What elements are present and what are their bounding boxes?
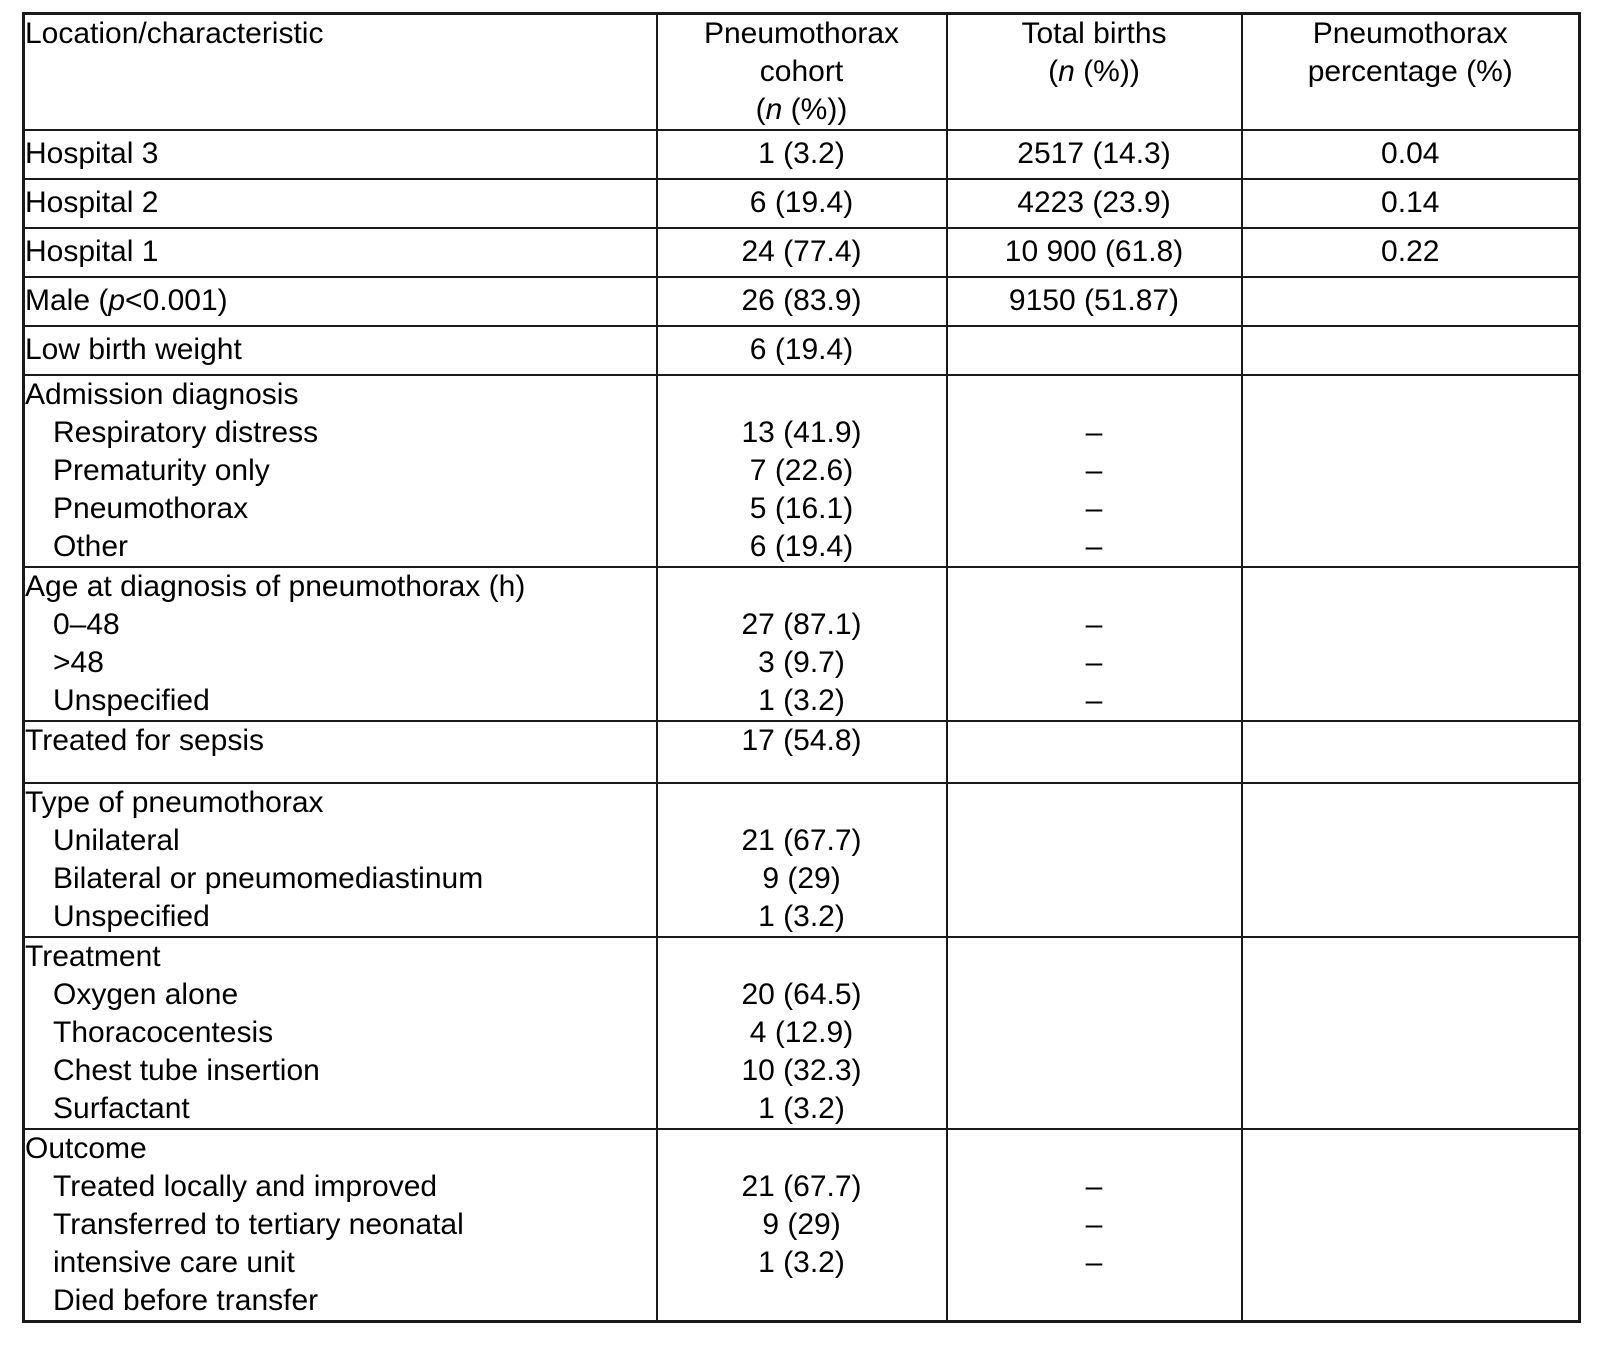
group-stack xyxy=(25,784,656,936)
cohort-value: 1 (3.2) xyxy=(758,900,845,933)
cohort-value: 7 (22.6) xyxy=(749,454,854,487)
births-value xyxy=(948,1090,1241,1128)
cell-total-births xyxy=(947,130,1242,179)
row-label: Hospital 2 xyxy=(25,186,159,219)
cohort-value: 6 (19.4) xyxy=(749,186,854,219)
group-heading: Age at diagnosis of pneumothorax (h) xyxy=(25,570,526,603)
cell-characteristic xyxy=(24,721,657,783)
cell-characteristic xyxy=(24,130,657,179)
group-item-label: >48 xyxy=(53,646,104,679)
births-n-symbol: n xyxy=(1058,55,1075,88)
births-value: – xyxy=(1085,1246,1103,1279)
births-value: – xyxy=(1085,684,1103,717)
percentage-value xyxy=(1243,1282,1579,1320)
births-value: – xyxy=(1085,530,1103,563)
table-row xyxy=(24,721,1580,783)
group-heading: Type of pneumothorax xyxy=(25,786,324,819)
births-stack xyxy=(948,376,1241,566)
cell-cohort xyxy=(657,375,947,567)
cell-characteristic xyxy=(24,783,657,937)
column-header-cohort-line2: cohort xyxy=(759,55,844,88)
cell-percentage xyxy=(1242,228,1580,277)
percentage-value xyxy=(1243,528,1579,566)
group-item-label: Respiratory distress xyxy=(53,416,319,449)
column-header-percentage-line2: percentage (%) xyxy=(1307,55,1513,88)
births-stack xyxy=(948,784,1241,936)
group-item-label: Pneumothorax xyxy=(53,492,249,525)
births-value xyxy=(948,1052,1241,1090)
spacer xyxy=(948,784,1241,822)
cell-percentage xyxy=(1242,130,1580,179)
column-header-births-line2 xyxy=(1048,55,1140,88)
spacer xyxy=(948,938,1241,976)
cohort-value: 1 (3.2) xyxy=(758,1246,845,1279)
cell-percentage xyxy=(1242,326,1580,375)
births-value: – xyxy=(1085,646,1103,679)
percentage-value xyxy=(1243,860,1579,898)
births-value xyxy=(948,860,1241,898)
cohort-value: 24 (77.4) xyxy=(741,235,862,268)
cohort-stack xyxy=(658,784,946,936)
column-header-cohort-line1: Pneumothorax xyxy=(703,17,900,50)
column-header-characteristic-label: Location/characteristic xyxy=(25,17,324,50)
cohort-value: 6 (19.4) xyxy=(749,333,854,366)
cohort-value: 1 (3.2) xyxy=(758,1092,845,1125)
percentage-stack xyxy=(1243,938,1579,1128)
cell-characteristic xyxy=(24,277,657,326)
cell-cohort xyxy=(657,937,947,1129)
cohort-value: 5 (16.1) xyxy=(749,492,854,525)
cell-characteristic xyxy=(24,228,657,277)
cell-total-births xyxy=(947,567,1242,721)
births-value xyxy=(948,898,1241,936)
spacer xyxy=(948,376,1241,414)
cohort-value: 6 (19.4) xyxy=(749,530,854,563)
cell-percentage xyxy=(1242,1129,1580,1322)
spacer xyxy=(1243,376,1579,414)
characteristics-table xyxy=(22,12,1581,1323)
births-value: 4223 (23.9) xyxy=(1017,186,1171,219)
group-stack xyxy=(25,1130,656,1320)
births-paren-close: (%)) xyxy=(1074,55,1140,88)
table-row xyxy=(24,1129,1580,1322)
column-header-cohort xyxy=(657,14,947,131)
cohort-stack xyxy=(658,376,946,566)
cell-characteristic xyxy=(24,567,657,721)
group-item-label: Transferred to tertiary neonatal xyxy=(53,1208,464,1241)
percentage-stack xyxy=(1243,1130,1579,1320)
group-item-label: Thoracocentesis xyxy=(53,1016,274,1049)
cell-percentage xyxy=(1242,937,1580,1129)
cell-total-births xyxy=(947,228,1242,277)
table-row xyxy=(24,277,1580,326)
spacer xyxy=(658,376,946,414)
row-label: Treated for sepsis xyxy=(25,724,264,757)
births-value xyxy=(948,1282,1241,1320)
percentage-stack xyxy=(1243,568,1579,720)
births-value: 2517 (14.3) xyxy=(1017,137,1171,170)
cohort-value: 20 (64.5) xyxy=(741,978,862,1011)
births-value: – xyxy=(1085,1208,1103,1241)
cell-characteristic xyxy=(24,179,657,228)
group-item-label: Unspecified xyxy=(53,684,210,717)
row-label-prefix: Male ( xyxy=(25,284,109,317)
spacer xyxy=(1243,1130,1579,1168)
percentage-value xyxy=(1243,452,1579,490)
cell-cohort xyxy=(657,130,947,179)
percentage-value xyxy=(1243,1090,1579,1128)
cell-cohort xyxy=(657,783,947,937)
group-heading: Treatment xyxy=(25,940,161,973)
births-value: 10 900 (61.8) xyxy=(1004,235,1184,268)
group-stack xyxy=(25,938,656,1128)
cohort-stack xyxy=(658,1130,946,1320)
table-header xyxy=(24,14,1580,131)
percentage-value xyxy=(1243,490,1579,528)
cohort-value: 27 (87.1) xyxy=(741,608,862,641)
births-stack xyxy=(948,938,1241,1128)
births-value: – xyxy=(1085,416,1103,449)
cohort-paren-open: ( xyxy=(755,93,766,126)
column-header-cohort-line3 xyxy=(756,93,848,126)
cohort-value: 21 (67.7) xyxy=(741,1170,862,1203)
births-value: – xyxy=(1085,1170,1103,1203)
percentage-stack xyxy=(1243,376,1579,566)
row-label: Hospital 3 xyxy=(25,137,159,170)
cell-characteristic xyxy=(24,1129,657,1322)
cell-cohort xyxy=(657,179,947,228)
p-value-symbol: p xyxy=(108,284,126,317)
spacer xyxy=(1243,784,1579,822)
percentage-value xyxy=(1243,606,1579,644)
births-value: – xyxy=(1085,454,1103,487)
cell-characteristic xyxy=(24,937,657,1129)
group-item-label: Bilateral or pneumomediastinum xyxy=(53,862,484,895)
cohort-paren-close: (%)) xyxy=(782,93,848,126)
column-header-characteristic xyxy=(24,14,657,131)
percentage-value xyxy=(1243,822,1579,860)
row-label: Hospital 1 xyxy=(25,235,159,268)
group-item-label: Unspecified xyxy=(53,900,210,933)
cohort-n-symbol: n xyxy=(765,93,783,126)
percentage-value: 0.22 xyxy=(1381,235,1440,268)
cohort-value: 21 (67.7) xyxy=(741,824,862,857)
spacer xyxy=(658,938,946,976)
group-item-label: Prematurity only xyxy=(53,454,270,487)
row-label-suffix: <0.001) xyxy=(125,284,228,317)
group-item-label: Died before transfer xyxy=(53,1284,319,1317)
cell-total-births xyxy=(947,326,1242,375)
cohort-value: 26 (83.9) xyxy=(741,284,862,317)
cohort-value: 10 (32.3) xyxy=(741,1054,862,1087)
group-item-label: intensive care unit xyxy=(53,1246,295,1279)
table-row xyxy=(24,567,1580,721)
group-heading: Admission diagnosis xyxy=(25,378,299,411)
percentage-value xyxy=(1243,1168,1579,1206)
cell-percentage xyxy=(1242,179,1580,228)
cell-total-births xyxy=(947,721,1242,783)
cell-total-births xyxy=(947,783,1242,937)
cell-total-births xyxy=(947,375,1242,567)
spacer xyxy=(948,1130,1241,1168)
table-row xyxy=(24,937,1580,1129)
births-value xyxy=(948,976,1241,1014)
cohort-stack xyxy=(658,568,946,720)
births-value: 9150 (51.87) xyxy=(1008,284,1180,317)
cohort-stack xyxy=(658,938,946,1128)
births-paren-open: ( xyxy=(1048,55,1059,88)
cell-cohort xyxy=(657,1129,947,1322)
group-item-label: Chest tube insertion xyxy=(53,1054,320,1087)
spacer xyxy=(1243,938,1579,976)
group-item-label: 0–48 xyxy=(53,608,120,641)
percentage-value xyxy=(1243,1244,1579,1282)
percentage-value xyxy=(1243,682,1579,720)
cohort-value: 17 (54.8) xyxy=(741,724,862,757)
group-item-label: Oxygen alone xyxy=(53,978,239,1011)
cell-cohort xyxy=(657,567,947,721)
cell-percentage xyxy=(1242,277,1580,326)
group-item-label: Treated locally and improved xyxy=(53,1170,438,1203)
percentage-value xyxy=(1243,1014,1579,1052)
cell-cohort xyxy=(657,228,947,277)
table-row xyxy=(24,228,1580,277)
percentage-value: 0.14 xyxy=(1381,186,1440,219)
births-stack xyxy=(948,568,1241,720)
header-row xyxy=(24,14,1580,131)
percentage-value xyxy=(1243,976,1579,1014)
percentage-stack xyxy=(1243,784,1579,936)
spacer xyxy=(658,568,946,606)
cell-percentage xyxy=(1242,375,1580,567)
cohort-value: 3 (9.7) xyxy=(758,646,845,679)
cohort-value: 9 (29) xyxy=(762,862,841,895)
cell-cohort xyxy=(657,721,947,783)
percentage-value xyxy=(1243,898,1579,936)
cell-cohort xyxy=(657,326,947,375)
spacer xyxy=(658,1130,946,1168)
group-item-label: Surfactant xyxy=(53,1092,190,1125)
spacer xyxy=(1243,568,1579,606)
births-value: – xyxy=(1085,608,1103,641)
births-stack xyxy=(948,1130,1241,1320)
births-value xyxy=(948,822,1241,860)
cohort-value xyxy=(658,1282,946,1320)
cohort-value: 4 (12.9) xyxy=(749,1016,854,1049)
cell-percentage xyxy=(1242,567,1580,721)
group-heading: Outcome xyxy=(25,1132,147,1165)
group-stack xyxy=(25,376,656,566)
group-item-label: Unilateral xyxy=(53,824,180,857)
cell-total-births xyxy=(947,179,1242,228)
cell-percentage xyxy=(1242,783,1580,937)
group-item-label: Other xyxy=(53,530,129,563)
births-value: – xyxy=(1085,492,1103,525)
cohort-value: 13 (41.9) xyxy=(741,416,862,449)
column-header-percentage-line1: Pneumothorax xyxy=(1312,17,1508,50)
births-value xyxy=(948,1014,1241,1052)
spacer xyxy=(948,568,1241,606)
cell-total-births xyxy=(947,277,1242,326)
spacer xyxy=(658,784,946,822)
cell-characteristic xyxy=(24,375,657,567)
cell-total-births xyxy=(947,1129,1242,1322)
column-header-percentage xyxy=(1242,14,1580,131)
table-row xyxy=(24,326,1580,375)
table-row xyxy=(24,375,1580,567)
percentage-value xyxy=(1243,1206,1579,1244)
cohort-value: 1 (3.2) xyxy=(758,137,845,170)
column-header-births-line1: Total births xyxy=(1021,17,1167,50)
table-body xyxy=(24,130,1580,1322)
percentage-value xyxy=(1243,1052,1579,1090)
percentage-value xyxy=(1243,414,1579,452)
column-header-total-births xyxy=(947,14,1242,131)
cohort-value: 9 (29) xyxy=(762,1208,841,1241)
cell-cohort xyxy=(657,277,947,326)
group-stack xyxy=(25,568,656,720)
cell-percentage xyxy=(1242,721,1580,783)
table-container xyxy=(22,12,1578,1323)
table-row xyxy=(24,783,1580,937)
percentage-value xyxy=(1243,644,1579,682)
table-row xyxy=(24,130,1580,179)
table-row xyxy=(24,179,1580,228)
row-label: Low birth weight xyxy=(25,333,242,366)
percentage-value: 0.04 xyxy=(1381,137,1440,170)
cell-characteristic xyxy=(24,326,657,375)
cell-total-births xyxy=(947,937,1242,1129)
cohort-value: 1 (3.2) xyxy=(758,684,845,717)
